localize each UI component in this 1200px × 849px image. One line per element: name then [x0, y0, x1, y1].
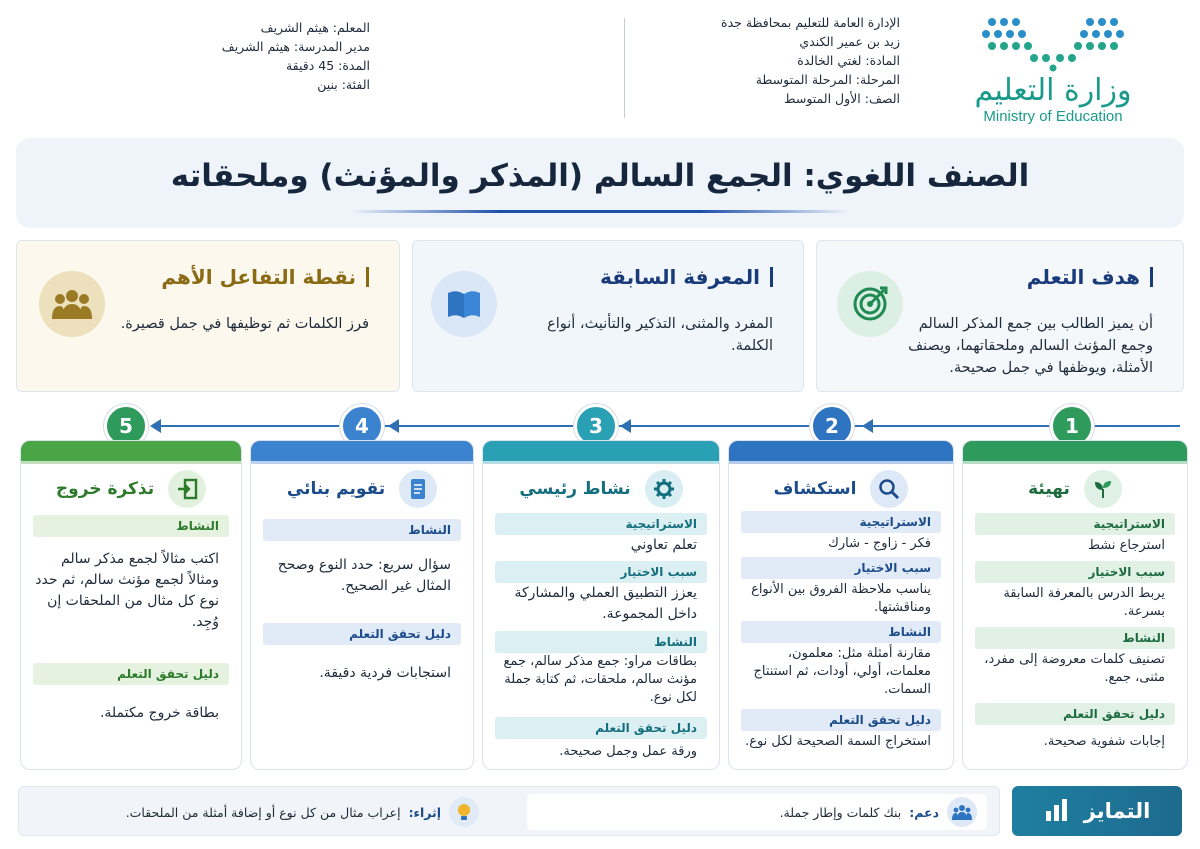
step-row-label: سبب الاختيار — [741, 557, 941, 579]
step-column-main-activity — [482, 440, 720, 770]
support-label: دعم: — [909, 804, 939, 820]
step-column-exit-ticket — [20, 440, 242, 770]
prior-knowledge-card — [412, 240, 804, 392]
logo-arabic-text: وزارة التعليم — [974, 73, 1132, 108]
timeline-arrow-icon — [388, 419, 399, 433]
step-row-label: النشاط — [263, 519, 461, 541]
teacher-info-line: المدة: 45 دقيقة — [285, 58, 370, 73]
lesson-title: الصنف اللغوي: الجمع السالم (المذكر والمؤنث) وملحقاته — [170, 158, 1030, 194]
step-row-text: يربط الدرس بالمعرفة السابقة بسرعة. — [1003, 586, 1165, 619]
lesson-title-box — [16, 138, 1184, 228]
step-row-label: الاستراتيجية — [741, 511, 941, 533]
document-icon — [399, 470, 437, 508]
step-row-label: دليل تحقق التعلم — [495, 717, 707, 739]
timeline-arrow-icon — [862, 419, 873, 433]
step-row-label: دليل تحقق التعلم — [263, 623, 461, 645]
timeline-line — [160, 425, 1180, 427]
step-row-label: الاستراتيجية — [975, 513, 1175, 535]
step-row-label: دليل تحقق التعلم — [33, 663, 229, 685]
magnifier-icon — [870, 470, 908, 508]
step-row-text: يناسب ملاحظة الفروق بين الأنواع ومناقشتها. — [751, 582, 931, 615]
step-row-text: استجابات فردية دقيقة. — [319, 665, 451, 681]
learning-goal-heading: هدف التعلم — [1027, 265, 1153, 289]
school-info-line: الصف: الأول المتوسط — [783, 91, 900, 106]
step-row-text: مقارنة أمثلة مثل: معلمون، معلمات، أولي، أودات، ثم استنتاج السمات. — [753, 646, 931, 697]
step-row-label: الاستراتيجية — [495, 513, 707, 535]
book-icon — [431, 271, 497, 337]
step-number-5: 5 — [104, 404, 148, 448]
step-header — [21, 469, 241, 509]
timeline-arrow-icon — [150, 419, 161, 433]
target-icon — [837, 271, 903, 337]
step-number-3: 3 — [574, 404, 618, 448]
school-info-line: زيد بن عمير الكندي — [799, 34, 900, 49]
teacher-info-line: مدير المدرسة: هيثم الشريف — [221, 39, 370, 54]
step-row-label: النشاط — [495, 631, 707, 653]
group-icon — [39, 271, 105, 337]
teacher-info — [190, 18, 370, 94]
step-header — [251, 469, 473, 509]
step-row-text: بطاقة خروج مكتملة. — [99, 705, 219, 721]
step-title: تذكرة خروج — [55, 479, 155, 499]
step-column-formative — [250, 440, 474, 770]
step-title: استكشاف — [773, 479, 857, 499]
learning-goal-card — [816, 240, 1184, 392]
step-header — [729, 469, 953, 509]
enrichment-label: إثراء: — [408, 804, 441, 820]
differentiation-box — [18, 786, 1000, 836]
step-row-text: استرجاع نشط — [1087, 538, 1165, 553]
step-row-label: سبب الاختيار — [495, 561, 707, 583]
lightbulb-icon — [449, 797, 479, 827]
enrichment-text: إعراب مثال من كل نوع أو إضافة أمثلة من الملحقات. — [125, 804, 401, 820]
step-header — [963, 469, 1187, 509]
logo-dots-icon — [978, 14, 1128, 72]
bar-chart-icon — [1044, 797, 1070, 826]
enrichment-item — [29, 787, 489, 837]
prior-knowledge-heading: المعرفة السابقة — [600, 265, 773, 289]
teacher-info-line: الفئة: بنين — [317, 77, 370, 92]
step-column-explore — [728, 440, 954, 770]
step-row-text: سؤال سريع: حدد النوع وصحح المثال غير الصحيح. — [277, 557, 451, 594]
step-row-label: دليل تحقق التعلم — [741, 709, 941, 731]
step-title: تقويم بنائي — [286, 479, 386, 499]
prior-knowledge-text: المفرد والمثنى، التذكير والتأنيث، أنواع الكلمة. — [547, 316, 773, 354]
learning-goal-text: أن يميز الطالب بين جمع المذكر السالم وجمع المؤنث السالم وملحقاتهما، ويصنف الأمثلة، ويوظفها في جمل صحيحة. — [908, 316, 1153, 376]
differentiation-title: التمايز — [1012, 786, 1182, 836]
step-row-label: النشاط — [33, 515, 229, 537]
step-row-text: بطاقات مراو: جمع مذكر سالم، جمع مؤنث سالم، ملحقات، ثم كتابة جملة لكل نوع. — [503, 654, 697, 705]
logo-english-text: Ministry of Education — [983, 108, 1123, 125]
gear-icon — [645, 470, 683, 508]
school-info-line: الإدارة العامة للتعليم بمحافظة جدة — [721, 15, 900, 30]
school-info — [660, 13, 900, 108]
key-interaction-card — [16, 240, 400, 392]
support-text: بنك كلمات وإطار جملة. — [779, 804, 902, 820]
step-row-text: تعلم تعاوني — [630, 537, 697, 553]
step-row-text: اكتب مثالاً لجمع مذكر سالم ومثالاً لجمع مؤنث سالم، ثم حدد نوع كل مثال من الملحقات إن وُجِد. — [35, 551, 219, 630]
step-row-label: سبب الاختيار — [975, 561, 1175, 583]
step-header — [483, 469, 719, 509]
school-info-line: المرحلة: المرحلة المتوسطة — [755, 72, 900, 87]
school-info-line: المادة: لغتي الخالدة — [797, 53, 900, 68]
users-icon — [947, 797, 977, 827]
step-row-text: ورقة عمل وجمل صحيحة. — [559, 744, 697, 759]
teacher-info-line: المعلم: هيثم الشريف — [260, 20, 370, 35]
step-title: نشاط رئيسي — [519, 479, 631, 499]
support-item — [527, 787, 987, 837]
step-title: تهيئة — [1028, 479, 1070, 499]
timeline-arrow-icon — [620, 419, 631, 433]
step-row-text: تصنيف كلمات معروضة إلى مفرد، مثنى، جمع. — [984, 652, 1165, 685]
step-column-warmup — [962, 440, 1188, 770]
step-row-label: النشاط — [741, 621, 941, 643]
key-interaction-text: فرز الكلمات ثم توظيفها في جمل قصيرة. — [120, 316, 369, 332]
step-row-label: دليل تحقق التعلم — [975, 703, 1175, 725]
step-row-label: النشاط — [975, 627, 1175, 649]
step-row-text: استخراج السمة الصحيحة لكل نوع. — [745, 734, 931, 749]
key-interaction-heading: نقطة التفاعل الأهم — [161, 265, 369, 289]
step-number-4: 4 — [340, 404, 384, 448]
step-number-2: 2 — [810, 404, 854, 448]
exit-icon — [168, 470, 206, 508]
step-row-text: يعزز التطبيق العملي والمشاركة داخل المجموعة. — [514, 585, 697, 622]
step-row-text: فكر - زاوج - شارك — [828, 536, 931, 551]
ministry-logo — [968, 14, 1138, 124]
plant-icon — [1084, 470, 1122, 508]
step-row-text: إجابات شفوية صحيحة. — [1043, 734, 1165, 749]
header-divider — [624, 18, 625, 118]
title-underline — [350, 210, 850, 213]
step-number-1: 1 — [1050, 404, 1094, 448]
